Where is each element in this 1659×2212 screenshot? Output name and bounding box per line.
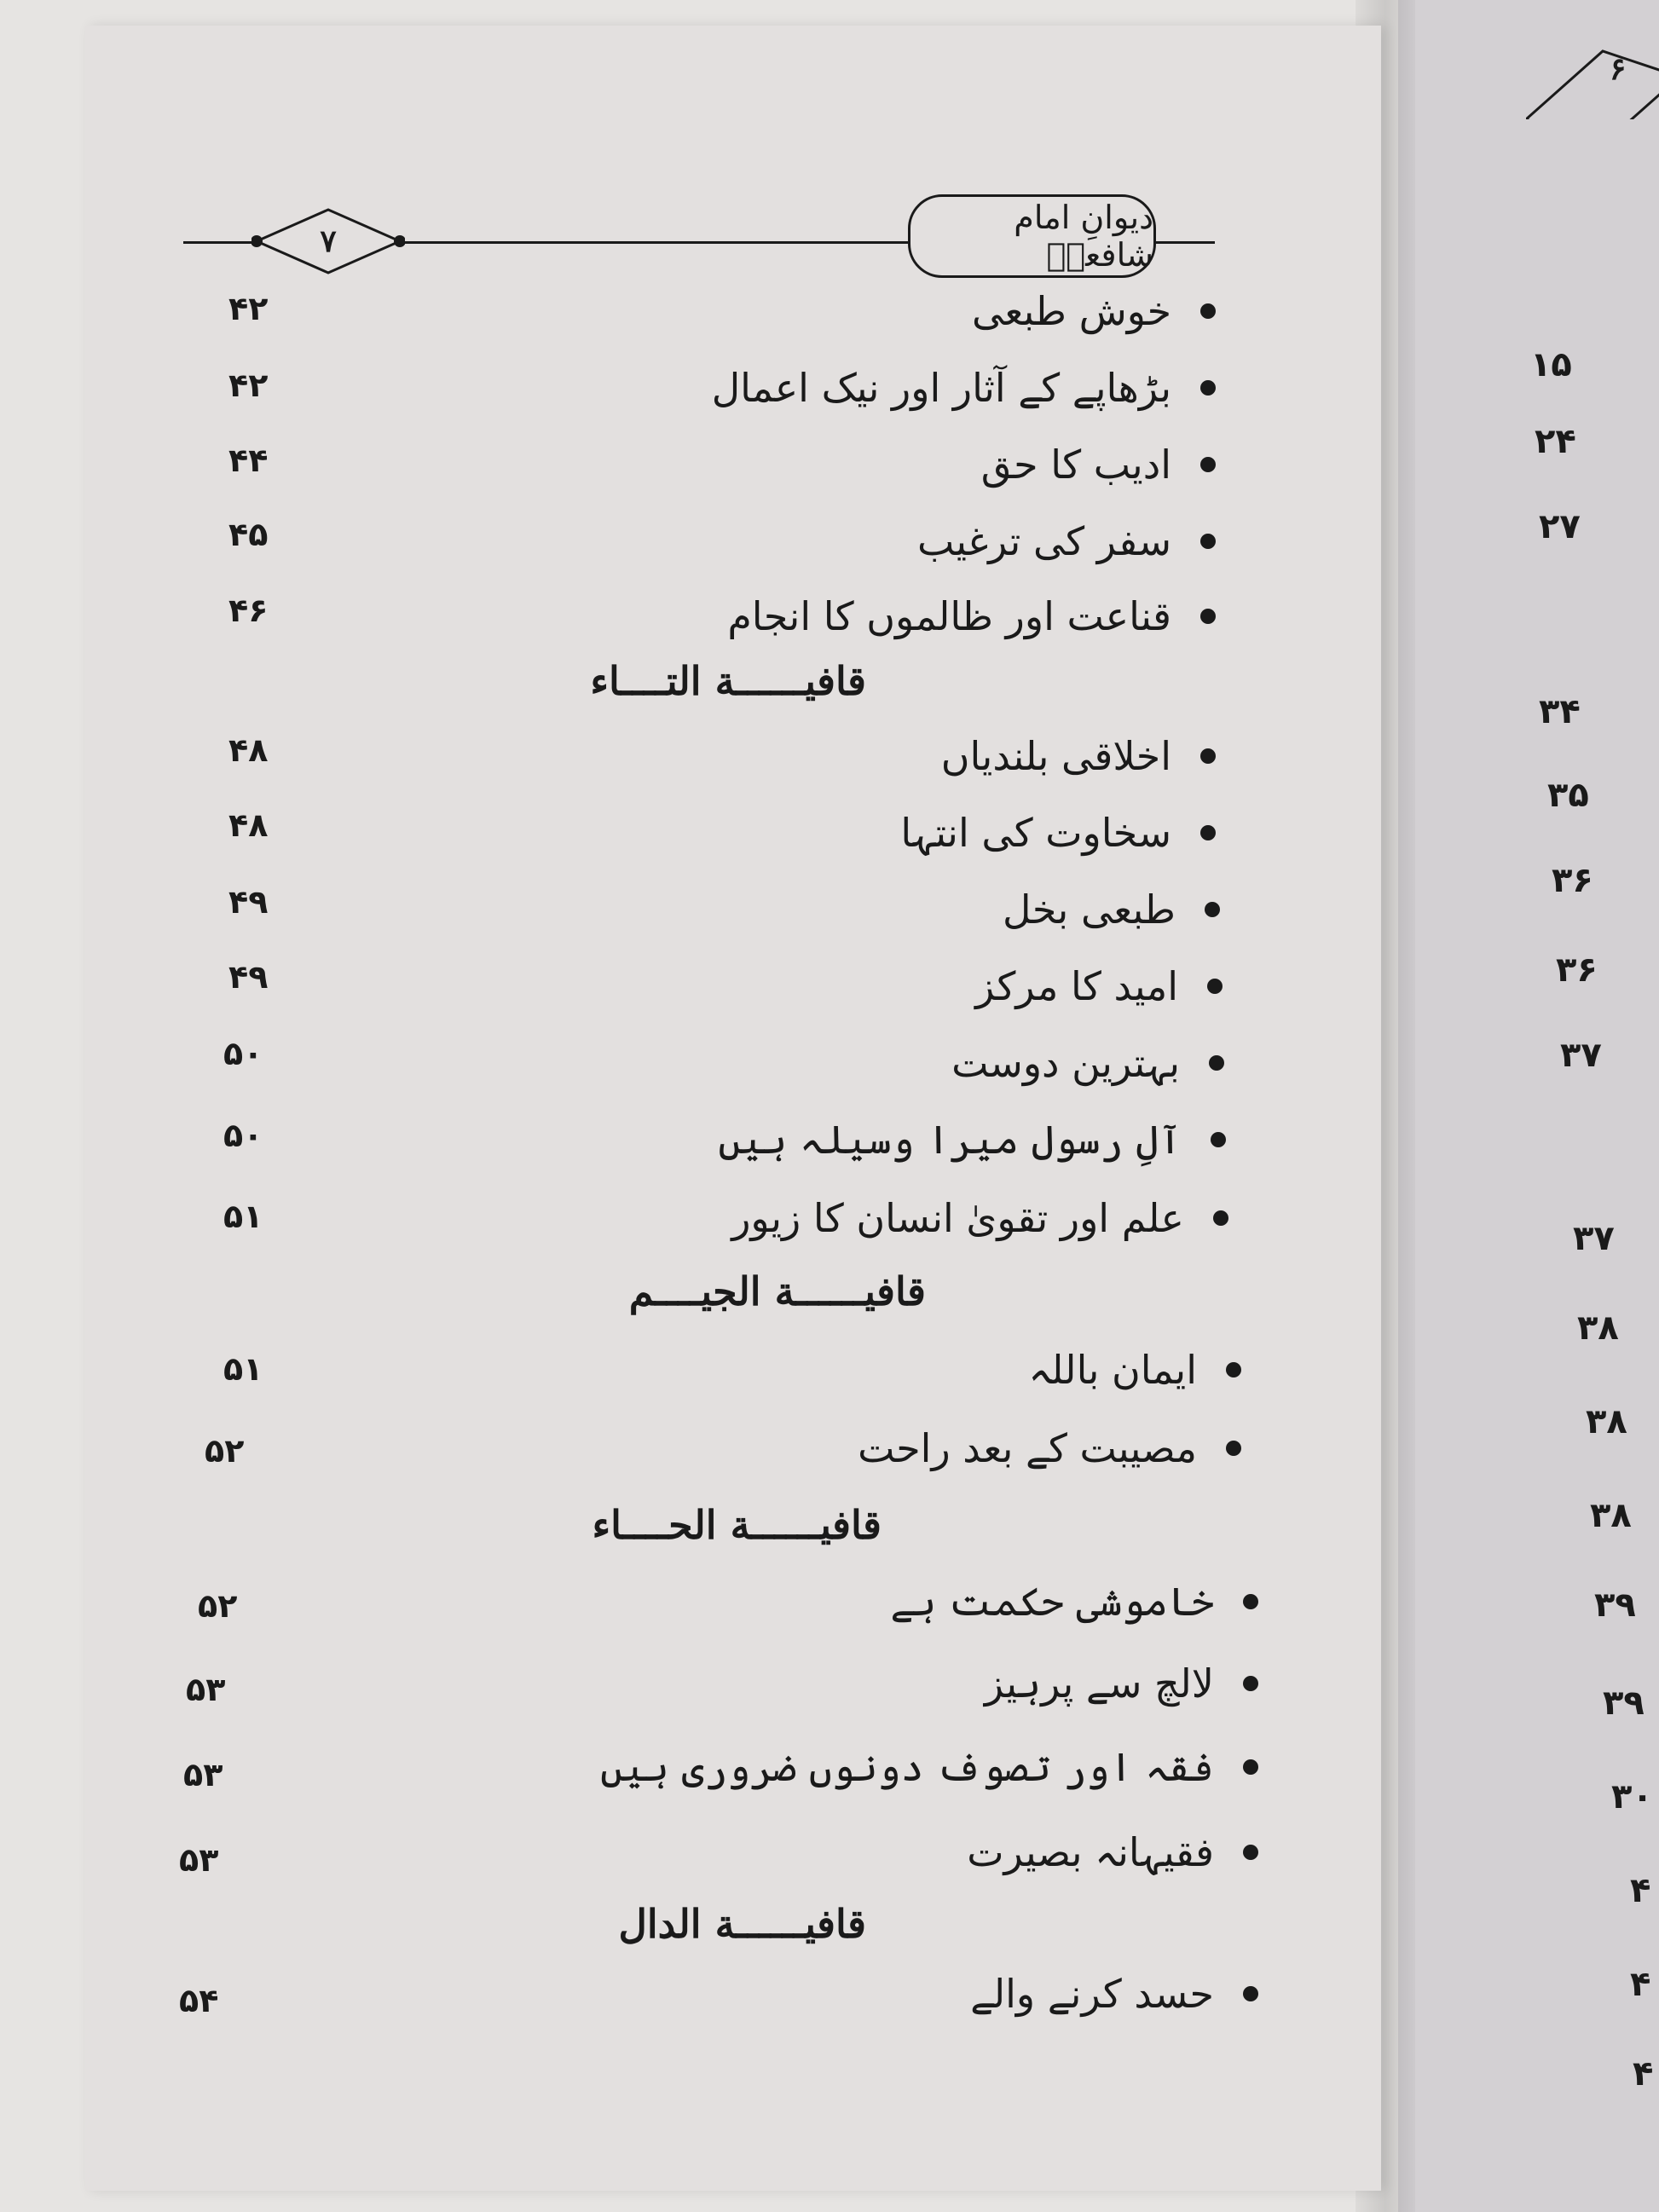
- bullet-icon: [1200, 303, 1216, 319]
- toc-entry-page: ۴۸: [228, 806, 269, 844]
- toc-entry-page: ۵۴: [179, 1982, 219, 2019]
- toc-entry: [1003, 887, 1220, 933]
- adjacent-page-entry-page: ۳۸: [1577, 1308, 1619, 1348]
- toc-entry: [972, 288, 1216, 334]
- bullet-icon: [1209, 1055, 1224, 1071]
- toc-entry-title: بہترین دوست: [951, 1040, 1180, 1086]
- toc-entry-title: قناعت اور ظالموں کا انجام: [727, 593, 1171, 639]
- bullet-icon: [1200, 609, 1216, 624]
- bullet-icon: [1200, 748, 1216, 764]
- toc-entry: [981, 442, 1216, 488]
- toc-entry: [858, 1425, 1241, 1471]
- toc-entry-title: طبعی بخل: [1003, 887, 1176, 933]
- toc-entry-page: ۵۲: [205, 1432, 245, 1470]
- toc-entry: [712, 365, 1216, 411]
- toc-entry-page: ۴۲: [228, 290, 269, 327]
- toc-entry-title: لالچ سے پرہیز: [984, 1660, 1214, 1707]
- bullet-icon: [1211, 1132, 1226, 1147]
- toc-entry-title: ادیب کا حق: [980, 442, 1171, 488]
- toc-entry-title: حسد کرنے والے: [970, 1971, 1214, 2017]
- toc-entry: [917, 518, 1216, 564]
- toc-entry-page: ۴۹: [228, 958, 269, 996]
- toc-entry-page: ۴۴: [228, 442, 269, 479]
- section-heading: قافیــــــة الدال: [618, 1901, 866, 1947]
- adjacent-page-entry-page: ۴: [1630, 1871, 1651, 1910]
- bullet-icon: [1243, 1986, 1258, 2001]
- adjacent-page-entry-page: ۴: [1630, 1965, 1651, 2004]
- section-heading: قافیــــــة الجیــــم: [628, 1268, 926, 1314]
- bullet-icon: [1207, 979, 1223, 994]
- toc-entry: [890, 1579, 1258, 1625]
- toc-entry: [900, 810, 1216, 856]
- section-heading: قافیــــــة الحــــاء: [592, 1502, 882, 1548]
- toc-entry-page: ۴۸: [228, 731, 269, 769]
- adjacent-page-entry-page: ۳۴: [1539, 692, 1581, 731]
- toc-entry: [975, 963, 1223, 1009]
- adjacent-page-number-text: ۶: [1610, 51, 1627, 87]
- toc-entry-title: امید کا مرکز: [975, 963, 1178, 1009]
- toc-entry-page: ۵۱: [223, 1350, 263, 1388]
- toc-entry-title: سفر کی ترغیب: [917, 518, 1171, 564]
- toc-entry-page: ۵۳: [186, 1671, 226, 1708]
- bullet-icon: [1205, 902, 1220, 917]
- adjacent-page-entry-page: ۴: [1633, 2054, 1654, 2094]
- bullet-icon: [1243, 1759, 1258, 1775]
- page-number: [251, 206, 405, 276]
- toc-entry-title: فقیہانہ بصیرت: [967, 1829, 1214, 1875]
- bullet-icon: [1200, 457, 1216, 472]
- bullet-icon: [1213, 1210, 1228, 1226]
- adjacent-page-diamond-icon: [1526, 26, 1659, 119]
- adjacent-page-entry-page: ۲۷: [1539, 507, 1581, 546]
- adjacent-page-entry-page: ۳۸: [1586, 1402, 1627, 1441]
- toc-entry-page: ۴۹: [228, 883, 269, 921]
- toc-entry-title: علم اور تقویٰ انسان کا زیور: [731, 1195, 1184, 1241]
- toc-entry: [967, 1829, 1258, 1875]
- section-heading: قافیــــــة التــــاء: [590, 658, 866, 704]
- toc-entry-page: ۵۲: [198, 1587, 238, 1625]
- adjacent-page-entry-page: ۳۸: [1590, 1496, 1632, 1535]
- adjacent-page-entry-page: ۳۹: [1594, 1585, 1636, 1625]
- toc-entry-title: خاموشی حکمت ہے: [890, 1579, 1214, 1625]
- page-number-text: ۷: [320, 223, 337, 259]
- adjacent-page-entry-page: ۳۷: [1560, 1036, 1602, 1075]
- adjacent-page: [1398, 0, 1659, 2212]
- toc-entry: [970, 1971, 1258, 2017]
- toc-entry-page: ۵۳: [183, 1756, 223, 1793]
- toc-entry-page: ۵۳: [179, 1841, 219, 1879]
- toc-entry: [985, 1660, 1258, 1707]
- toc-entry: [727, 593, 1216, 639]
- toc-entry: [718, 1117, 1226, 1163]
- bullet-icon: [1200, 380, 1216, 396]
- toc-entry-title: بڑھاپے کے آثار اور نیک اعمال: [711, 365, 1171, 411]
- toc-entry-page: ۴۵: [228, 516, 269, 553]
- toc-entry-page: ۴۲: [228, 367, 269, 404]
- bullet-icon: [1243, 1845, 1258, 1860]
- toc-entry-title: اخلاقی بلندیاں: [940, 733, 1171, 779]
- toc-entry-title: فقہ اور تصوف دونوں ضروری ہیں: [600, 1744, 1214, 1790]
- bullet-icon: [1200, 825, 1216, 840]
- toc-entry-title: آلِ رسول میرا وسیلہ ہیں: [718, 1117, 1182, 1163]
- bullet-icon: [1226, 1362, 1241, 1377]
- toc-entry: [1028, 1347, 1241, 1393]
- toc-entry-title: ایمان باللہ: [1028, 1347, 1197, 1393]
- toc-entry-title: مصیبت کے بعد راحت: [858, 1425, 1197, 1471]
- adjacent-page-entry-page: ۳۶: [1552, 861, 1593, 900]
- adjacent-page-entry-page: ۲۴: [1535, 422, 1576, 461]
- toc-entry: [951, 1040, 1224, 1086]
- toc-entry-title: سخاوت کی انتہا: [900, 810, 1171, 856]
- adjacent-page-entry-page: ۳۵: [1547, 776, 1589, 815]
- bullet-icon: [1243, 1676, 1258, 1691]
- toc-entry: [600, 1744, 1258, 1790]
- toc-entry-page: ۴۶: [228, 592, 269, 629]
- toc-entry-page: ۵۰: [223, 1117, 263, 1154]
- toc-entry-page: ۵۰: [223, 1035, 263, 1072]
- adjacent-page-entry-page: ۳۷: [1573, 1219, 1615, 1258]
- adjacent-page-number: [1526, 26, 1659, 119]
- toc-entry: [731, 1195, 1228, 1241]
- toc-entry-title: خوش طبعی: [972, 288, 1171, 334]
- adjacent-page-entry-page: ۳۶: [1556, 950, 1598, 990]
- toc-entry: [941, 733, 1216, 779]
- bullet-icon: [1200, 534, 1216, 549]
- adjacent-page-entry-page: ۳۰: [1611, 1777, 1653, 1816]
- adjacent-page-entry-page: ۳۹: [1603, 1684, 1645, 1723]
- bullet-icon: [1226, 1441, 1241, 1456]
- running-title: دیوانِ امام شافعیؒ: [908, 194, 1156, 278]
- adjacent-page-entry-page: ۱۵: [1530, 345, 1572, 384]
- bullet-icon: [1243, 1594, 1258, 1609]
- toc-entry-page: ۵۱: [223, 1198, 263, 1235]
